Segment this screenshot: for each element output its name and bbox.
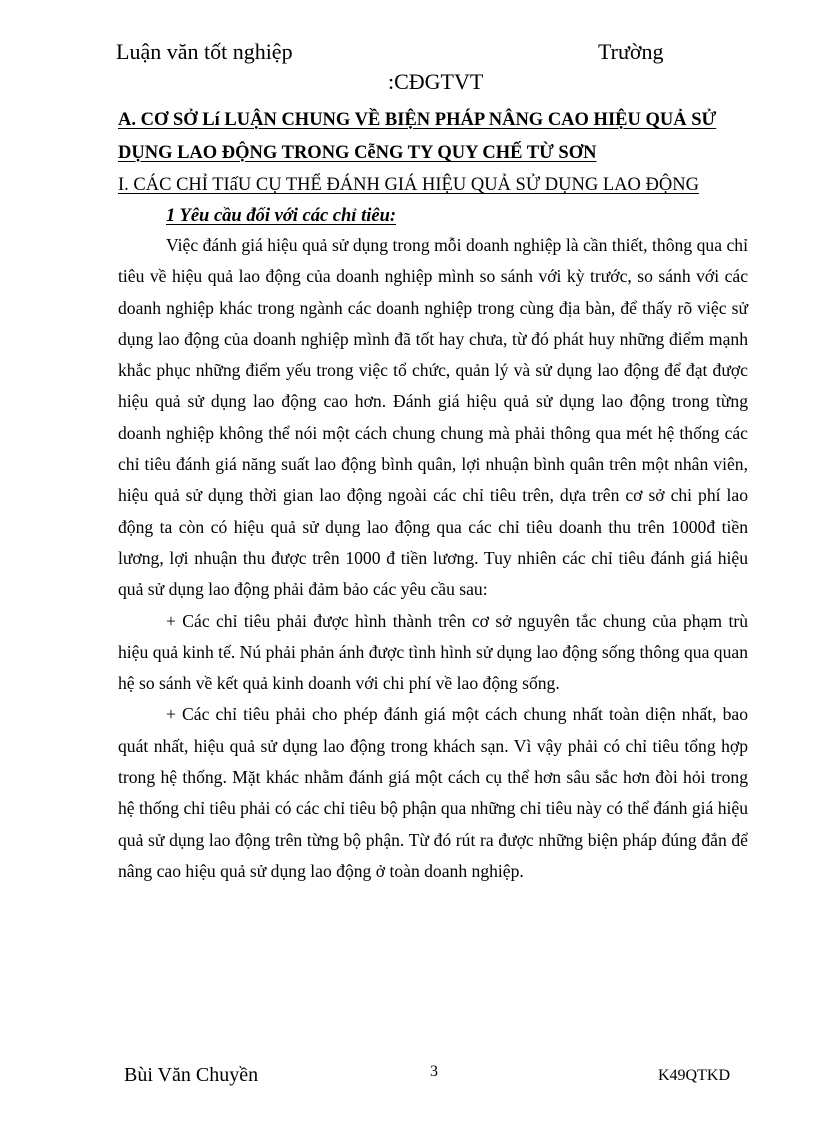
paragraph-2: + Các chỉ tiêu phải được hình thành trên cơ sở nguyên tắc chung của phạm trù hiệu quả kinh tế. Nú phải phản ánh được tình hình sử dụng lao động sống thông qua quan hệ so sánh về kết quả kinh doanh với chi phí về lao động sống. [118, 610, 748, 694]
header-school-code: :CĐGTVT [388, 69, 484, 94]
paragraph-3: + Các chỉ tiêu phải cho phép đánh giá một cách chung nhất toàn diện nhất, bao quát nhất, hiệu quả sử dụng lao động trong khách sạn. Vì vậy phải có chỉ tiêu tổng hợp trong hệ thống. Mặt khác nhằm đánh giá một cách cụ thể hơn sâu sắc hơn đòi hỏi trong hệ thống chỉ tiêu phải có các chỉ tiêu bộ phận qua những chỉ tiêu này có thể đánh giá hiệu quả sử dụng lao động trên từng bộ phận. Từ đó rút ra được những biện pháp đúng đắn để nâng cao hiệu quả sử dụng lao động ở toàn doanh nghiệp. [118, 704, 749, 881]
section-heading-a-line2: DỤNG LAO ĐỘNG TRONG CễNG TY QUY CHẾ TỪ SƠN [118, 143, 597, 163]
paragraph-1: Việc đánh giá hiệu quả sử dụng trong mỗi doanh nghiệp là cần thiết, thông qua chỉ tiêu về hiệu quả lao động của doanh nghiệp mình so sánh với kỳ trước, so sánh với các doanh nghiệp khác trong ngành các doanh nghiệp trong cùng địa bàn, để thấy rõ việc sử dụng lao động của doanh nghiệp mình đã tốt hay chưa, từ đó phát huy những điểm mạnh khắc phục những điểm yếu trong việc tổ chức, quản lý và sử dụng lao động để đạt được hiệu quả sử dụng lao động cao hơn. Đánh giá hiệu quả sử dụng lao động trong từng doanh nghiệp không thể nói một cách chung chung mà phải thông qua mét hệ thống các chỉ tiêu đánh giá năng suất lao động bình quân, lợi nhuận bình quân trên một nhân viên, hiệu quả sử dụng thời gian lao động ngoài các chỉ tiêu trên, dựa trên cơ sở chi phí lao động ta còn có hiệu quả sử dụng lao động qua các chỉ tiêu doanh thu trên 1000đ tiền lương, lợi nhuận thu được trên 1000 đ tiền lương. Tuy nhiên các chỉ tiêu đánh giá hiệu quả sử dụng lao động phải đảm bảo các yêu cầu sau: [118, 235, 748, 600]
section-heading-a [118, 104, 758, 170]
footer-author: Bùi Văn Chuyền [124, 1064, 259, 1086]
sub-heading-requirements: 1 Yêu cầu đối với các chỉ tiêu: [166, 206, 397, 226]
footer-page-number: 3 [430, 1063, 438, 1080]
section-heading-i: I. CÁC CHỈ TIấU CỤ THỂ ĐÁNH GIÁ HIỆU QUẢ SỬ DỤNG LAO ĐỘNG [118, 175, 699, 195]
section-heading-a-line1: A. CƠ SỞ Lí LUẬN CHUNG VỀ BIỆN PHÁP NÂNG CAO HIỆU QUẢ SỬ [118, 110, 717, 130]
header-thesis-label: Luận văn tốt nghiệp [116, 39, 293, 64]
body-text [118, 230, 748, 887]
footer-class-code: K49QTKD [658, 1067, 730, 1084]
header-school-label: Trường [598, 39, 664, 64]
